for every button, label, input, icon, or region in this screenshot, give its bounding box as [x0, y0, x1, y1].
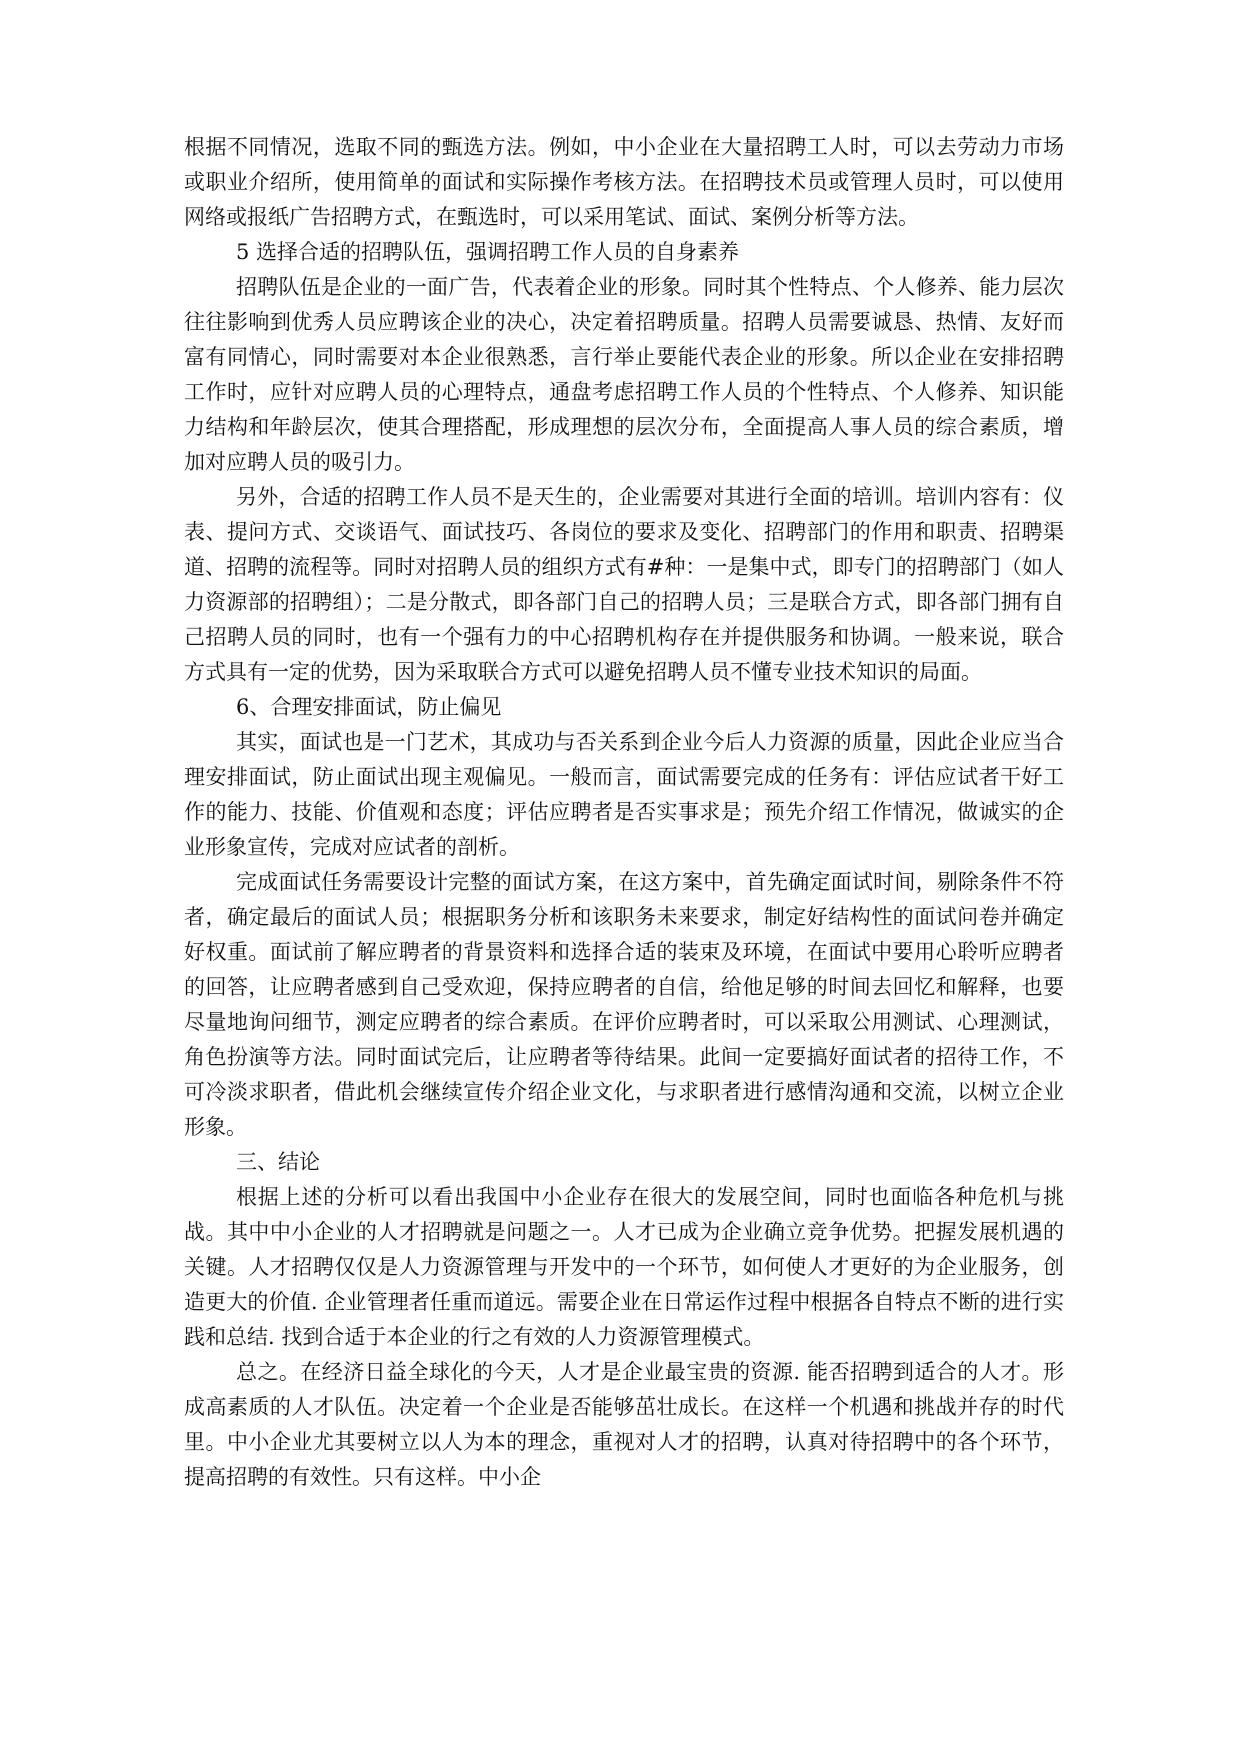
- paragraph-conclusion: 根据上述的分析可以看出我国中小企业存在很大的发展空间，同时也面临各种危机与挑战。其中中小企业的人才招聘就是问题之一。人才已成为企业确立竞争优势。把握发展机遇的关键。人才招聘仅仅是人力资源管理与开发中的一个环节，如何使人才更好的为企业服务，创造更大的价值. 企业管理者任重而道远。需要企业在日常运作过程中根据各自特点不断的进行实践和总结. 找到合适于本企业的行之有效的人力资源管理模式。: [184, 1185, 1064, 1349]
- paragraph-selection-methods: 根据不同情况，选取不同的甄选方法。例如，中小企业在大量招聘工人时，可以去劳动力市场或职业介绍所，使用简单的面试和实际操作考核方法。在招聘技术员或管理人员时，可以使用网络或报纸广告招聘方式，在甄选时，可以采用笔试、面试、案例分析等方法。: [184, 135, 1064, 229]
- paragraph-summary: 总之。在经济日益全球化的今天，人才是企业最宝贵的资源. 能否招聘到适合的人才。形成高素质的人才队伍。决定着一个企业是否能够茁壮成长。在这样一个机遇和挑战并存的时代里。中小企业尤其要树立以人为本的理念，重视对人才的招聘，认真对待招聘中的各个环节，提高招聘的有效性。只有这样。中小企: [184, 1360, 1064, 1489]
- heading-interview: 6、合理安排面试，防止偏见: [236, 695, 502, 719]
- paragraph-team-image: 招聘队伍是企业的一面广告，代表着企业的形象。同时其个性特点、个人修养、能力层次往往影响到优秀人员应聘该企业的决心，决定着招聘质量。招聘人员需要诚恳、热情、友好而富有同情心，同时需要对本企业很熟悉，言行举止要能代表企业的形象。所以企业在安排招聘工作时，应针对应聘人员的心理特点，通盘考虑招聘工作人员的个性特点、个人修养、知识能力结构和年龄层次，使其合理搭配，形成理想的层次分布，全面提高人事人员的综合素质，增加对应聘人员的吸引力。: [184, 275, 1064, 474]
- document-body: [184, 130, 1064, 1495]
- heading-conclusion: 三、结论: [236, 1150, 320, 1174]
- heading-recruitment-team: 5 选择合适的招聘队伍，强调招聘工作人员的自身素养: [236, 240, 740, 264]
- paragraph-interview-plan: 完成面试任务需要设计完整的面试方案，在这方案中，首先确定面试时间，剔除条件不符者，确定最后的面试人员；根据职务分析和该职务未来要求，制定好结构性的面试问卷并确定好权重。面试前了解应聘者的背景资料和选择合适的装束及环境，在面试中要用心聆听应聘者的回答，让应聘者感到自己受欢迎，保持应聘者的自信，给他足够的时间去回忆和解释，也要尽量地询问细节，测定应聘者的综合素质。在评价应聘者时，可以采取公用测试、心理测试，角色扮演等方法。同时面试完后，让应聘者等待结果。此间一定要搞好面试者的招待工作，不可冷淡求职者，借此机会继续宣传介绍企业文化，与求职者进行感情沟通和交流，以树立企业形象。: [184, 870, 1064, 1139]
- paragraph-team-training: 另外，合适的招聘工作人员不是天生的，企业需要对其进行全面的培训。培训内容有：仪表、提问方式、交谈语气、面试技巧、各岗位的要求及变化、招聘部门的作用和职责、招聘渠道、招聘的流程等。同时对招聘人员的组织方式有#种：一是集中式，即专门的招聘部门（如人力资源部的招聘组）；二是分散式，即各部门自己的招聘人员；三是联合方式，即各部门拥有自己招聘人员的同时，也有一个强有力的中心招聘机构存在并提供服务和协调。一般来说，联合方式具有一定的优势，因为采取联合方式可以避免招聘人员不懂专业技术知识的局面。: [184, 485, 1064, 684]
- paragraph-interview-art: 其实，面试也是一门艺术，其成功与否关系到企业今后人力资源的质量，因此企业应当合理安排面试，防止面试出现主观偏见。一般而言，面试需要完成的任务有：评估应试者干好工作的能力、技能、价值观和态度；评估应聘者是否实事求是；预先介绍工作情况，做诚实的企业形象宣传，完成对应试者的剖析。: [184, 730, 1064, 859]
